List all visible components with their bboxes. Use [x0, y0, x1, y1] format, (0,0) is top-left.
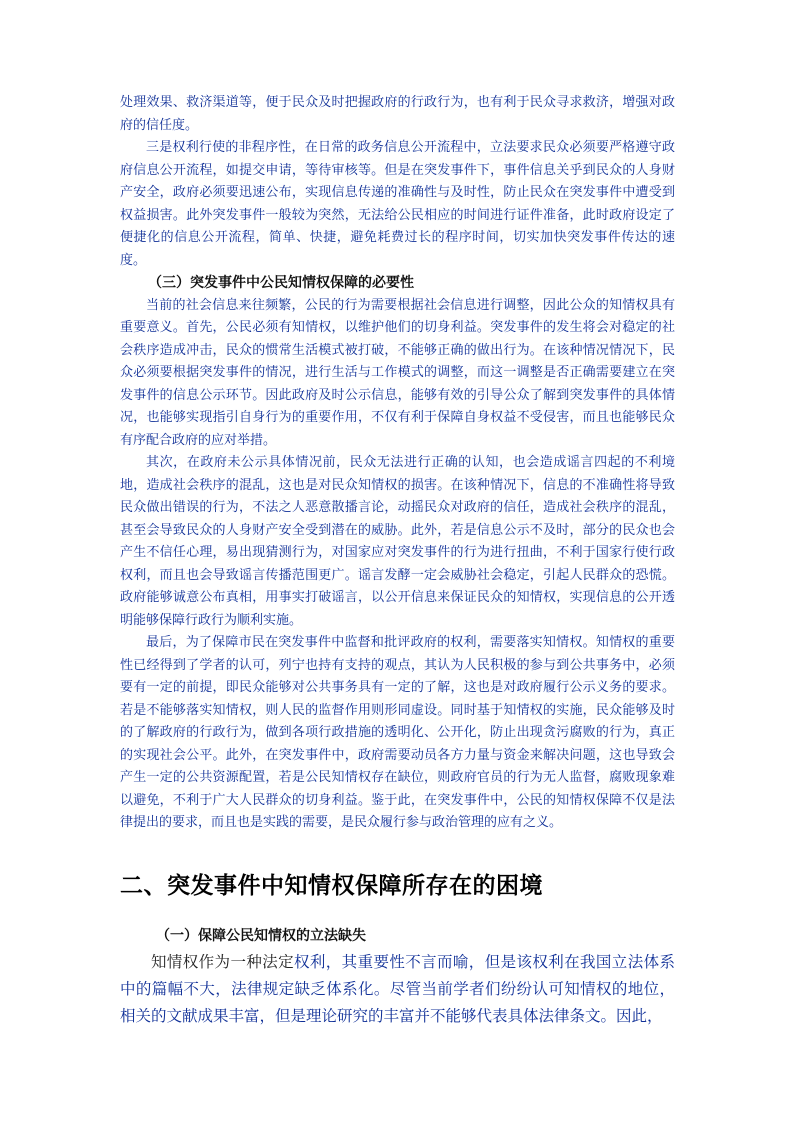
paragraph-necessity-3: 最后，为了保障市民在突发事件中监督和批评政府的权利，需要落实知情权。知情权的重要性已经得到了学者的认可，列宁也持有支持的观点，其认为人民积极的参与到公共事务中，必须要有一定的前提，即民众能够对公共事务具有一定的了解，这也是对政府履行公示义务的要求。若是不能够落实知情权，则人民的监督作用则形同虚设。同时基于知情权的实施，民众能够及时的了解政府的行政行为，做到各项行政措施的透明化、公开化，防止出现贪污腐败的行为，真正的实现社会公平。此外，在突发事件中，政府需要动员各方力量与资金来解决问题，这也导致会产生一定的公共资源配置，若是公民知情权存在缺位，则政府官员的行为无人监督，腐败现象难以避免，不利于广大人民群众的切身利益。鉴于此，在突发事件中，公民的知情权保障不仅是法律提出的要求，而且也是实践的需要，是民众履行参与政治管理的应有之义。	[120, 635, 675, 830]
paragraph-text-link[interactable]: 权利	[294, 952, 326, 971]
paragraph-text-start: 知情权作为一种法定	[151, 952, 295, 971]
paragraph-necessity-2: 其次，在政府未公示具体情况前，民众无法进行正确的认知，也会造成谣言四起的不利境地，造成社会秩序的混乱，这也是对民众知情权的损害。在该种情况下，信息的不准确性将导致民众做出错误的行为，不法之人恶意散播言论，动摇民众对政府的信任，造成社会秩序的混乱，甚至会导致民众的人身财产安全受到潜在的威胁。此外，若是信息公示不及时，部分的民众也会产生不信任心理，易出现猜测行为，对国家应对突发事件的行为进行扭曲，不利于国家行使行政权利，而且也会导致谣言传播范围更广。谣言发酵一定会威胁社会稳定，引起人民群众的恐慌。政府能够诚意公布真相，用事实打破谣言，以公开信息来保证民众的知情权，实现信息的公开透明能够保障行政行为顺利实施。	[120, 455, 675, 628]
chapter-title: 二、突发事件中知情权保障所存在的困境	[120, 872, 543, 899]
document-page	[120, 92, 675, 1030]
paragraph-text-rest: ，其重要性不言而喻，但是该权利在我国立法体系中的篇幅不大，法律规定缺乏体系化。尽管当前学者们纷纷认可知情权的地位，相关的文献成果丰富，但是理论研究的丰富并不能够代表具体法律条文。因此，	[120, 952, 675, 1025]
paragraph-point-three: 三是权利行使的非程序性，在日常的政务信息公开流程中，立法要求民众必须要严格遵守政府信息公开流程，如提交申请，等待审核等。但是在突发事件下，事件信息关乎到民众的人身财产安全，政府必须要迅速公布，实现信息传递的准确性与及时性，防止民众在突发事件中遭受到权益损害。此外突发事件一般较为突然，无法给公民相应的时间进行证件准备，此时政府设定了便捷化的信息公开流程，简单、快捷，避免耗费过长的程序时间，切实加快突发事件传达的速度。	[120, 140, 675, 268]
section-heading-legislation: （一）保障公民知情权的立法缺失	[156, 927, 366, 944]
paragraph-continuation: 处理效果、救济渠道等，便于民众及时把握政府的行政行为，也有利于民众寻求救济，增强对政府的信任度。	[120, 95, 675, 133]
paragraph-legislation	[120, 949, 675, 1030]
paragraph-necessity-1: 当前的社会信息来往频繁，公民的行为需要根据社会信息进行调整，因此公众的知情权具有重要意义。首先，公民必须有知情权，以维护他们的切身利益。突发事件的发生将会对稳定的社会秩序造成冲击，民众的惯常生活模式被打破，不能够正确的做出行为。在该种情况情况下，民众必须要根据突发事件的情况，进行生活与工作模式的调整，而这一调整是否正确需要建立在突发事件的信息公示环节。因此政府及时公示信息，能够有效的引导公众了解到突发事件的具体情况，也能够实现指引自身行为的重要作用，不仅有利于保障自身权益不受侵害，而且也能够民众有序配合政府的应对举措。	[120, 297, 675, 448]
section-heading-necessity: （三）突发事件中公民知情权保障的必要性	[148, 275, 414, 291]
